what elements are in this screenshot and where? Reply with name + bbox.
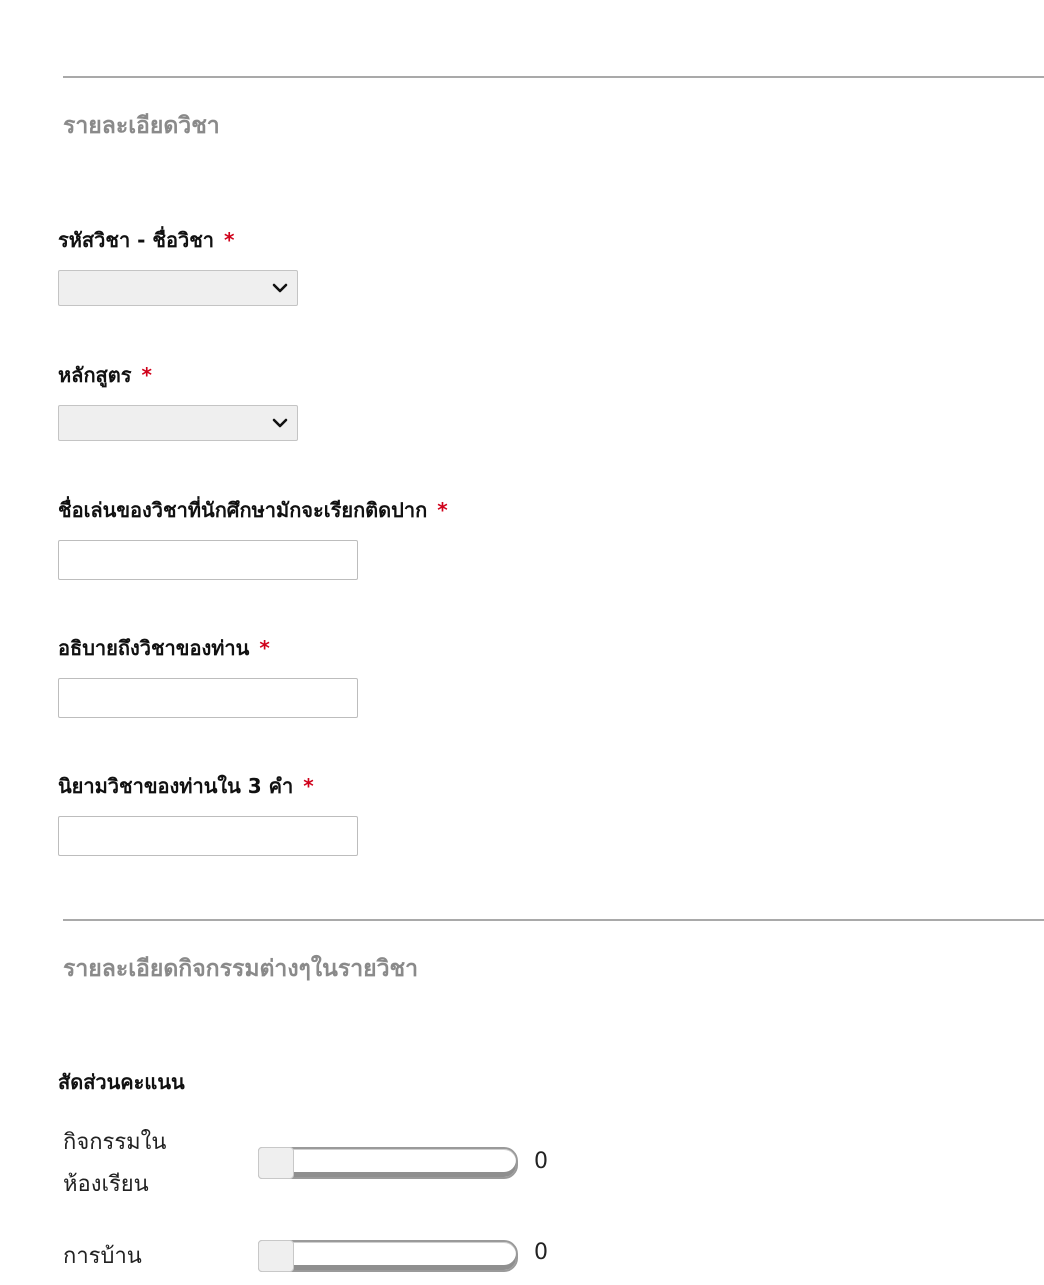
description-label — [58, 632, 270, 664]
slider-track — [258, 1240, 518, 1272]
score-ratio-label: สัดส่วนคะแนน — [58, 1070, 185, 1094]
slider-track — [258, 1147, 518, 1179]
description-label-text: อธิบายถึงวิชาของท่าน — [58, 636, 250, 660]
section-title-activity-details: รายละเอียดกิจกรรมต่างๆในรายวิชา — [63, 956, 419, 982]
required-asterisk: * — [141, 363, 152, 387]
required-asterisk: * — [437, 498, 448, 522]
slider-label-homework: การบ้าน — [63, 1244, 142, 1269]
curriculum-select[interactable] — [58, 405, 298, 441]
chevron-down-icon — [272, 415, 288, 431]
slider-handle[interactable] — [258, 1147, 294, 1179]
section-divider — [63, 919, 1044, 921]
three-words-label-text: นิยามวิชาของท่านใน 3 คำ — [58, 774, 294, 798]
section-title-course-details: รายละเอียดวิชา — [63, 113, 220, 139]
required-asterisk: * — [259, 636, 270, 660]
nickname-input[interactable] — [58, 540, 358, 580]
required-asterisk: * — [224, 228, 235, 252]
course-code-name-label — [58, 224, 234, 256]
course-code-name-select[interactable] — [58, 270, 298, 306]
section-divider — [63, 76, 1044, 78]
homework-slider[interactable] — [258, 1240, 520, 1274]
three-words-label — [58, 770, 314, 802]
slider-label-classroom-activity: กิจกรรมในห้องเรียน — [63, 1130, 167, 1197]
nickname-label — [58, 494, 448, 526]
description-input[interactable] — [58, 678, 358, 718]
three-words-input[interactable] — [58, 816, 358, 856]
classroom-activity-slider[interactable] — [258, 1147, 520, 1181]
slider-value-classroom-activity: 0 — [534, 1149, 548, 1174]
required-asterisk: * — [303, 774, 314, 798]
curriculum-label — [58, 359, 152, 391]
curriculum-label-text: หลักสูตร — [58, 363, 132, 387]
course-code-name-label-text: รหัสวิชา - ชื่อวิชา — [58, 228, 215, 252]
slider-handle[interactable] — [258, 1240, 294, 1272]
slider-value-homework: 0 — [534, 1240, 548, 1265]
nickname-label-text: ชื่อเล่นของวิชาที่นักศึกษามักจะเรียกติดปาก — [58, 498, 428, 522]
chevron-down-icon — [272, 280, 288, 296]
